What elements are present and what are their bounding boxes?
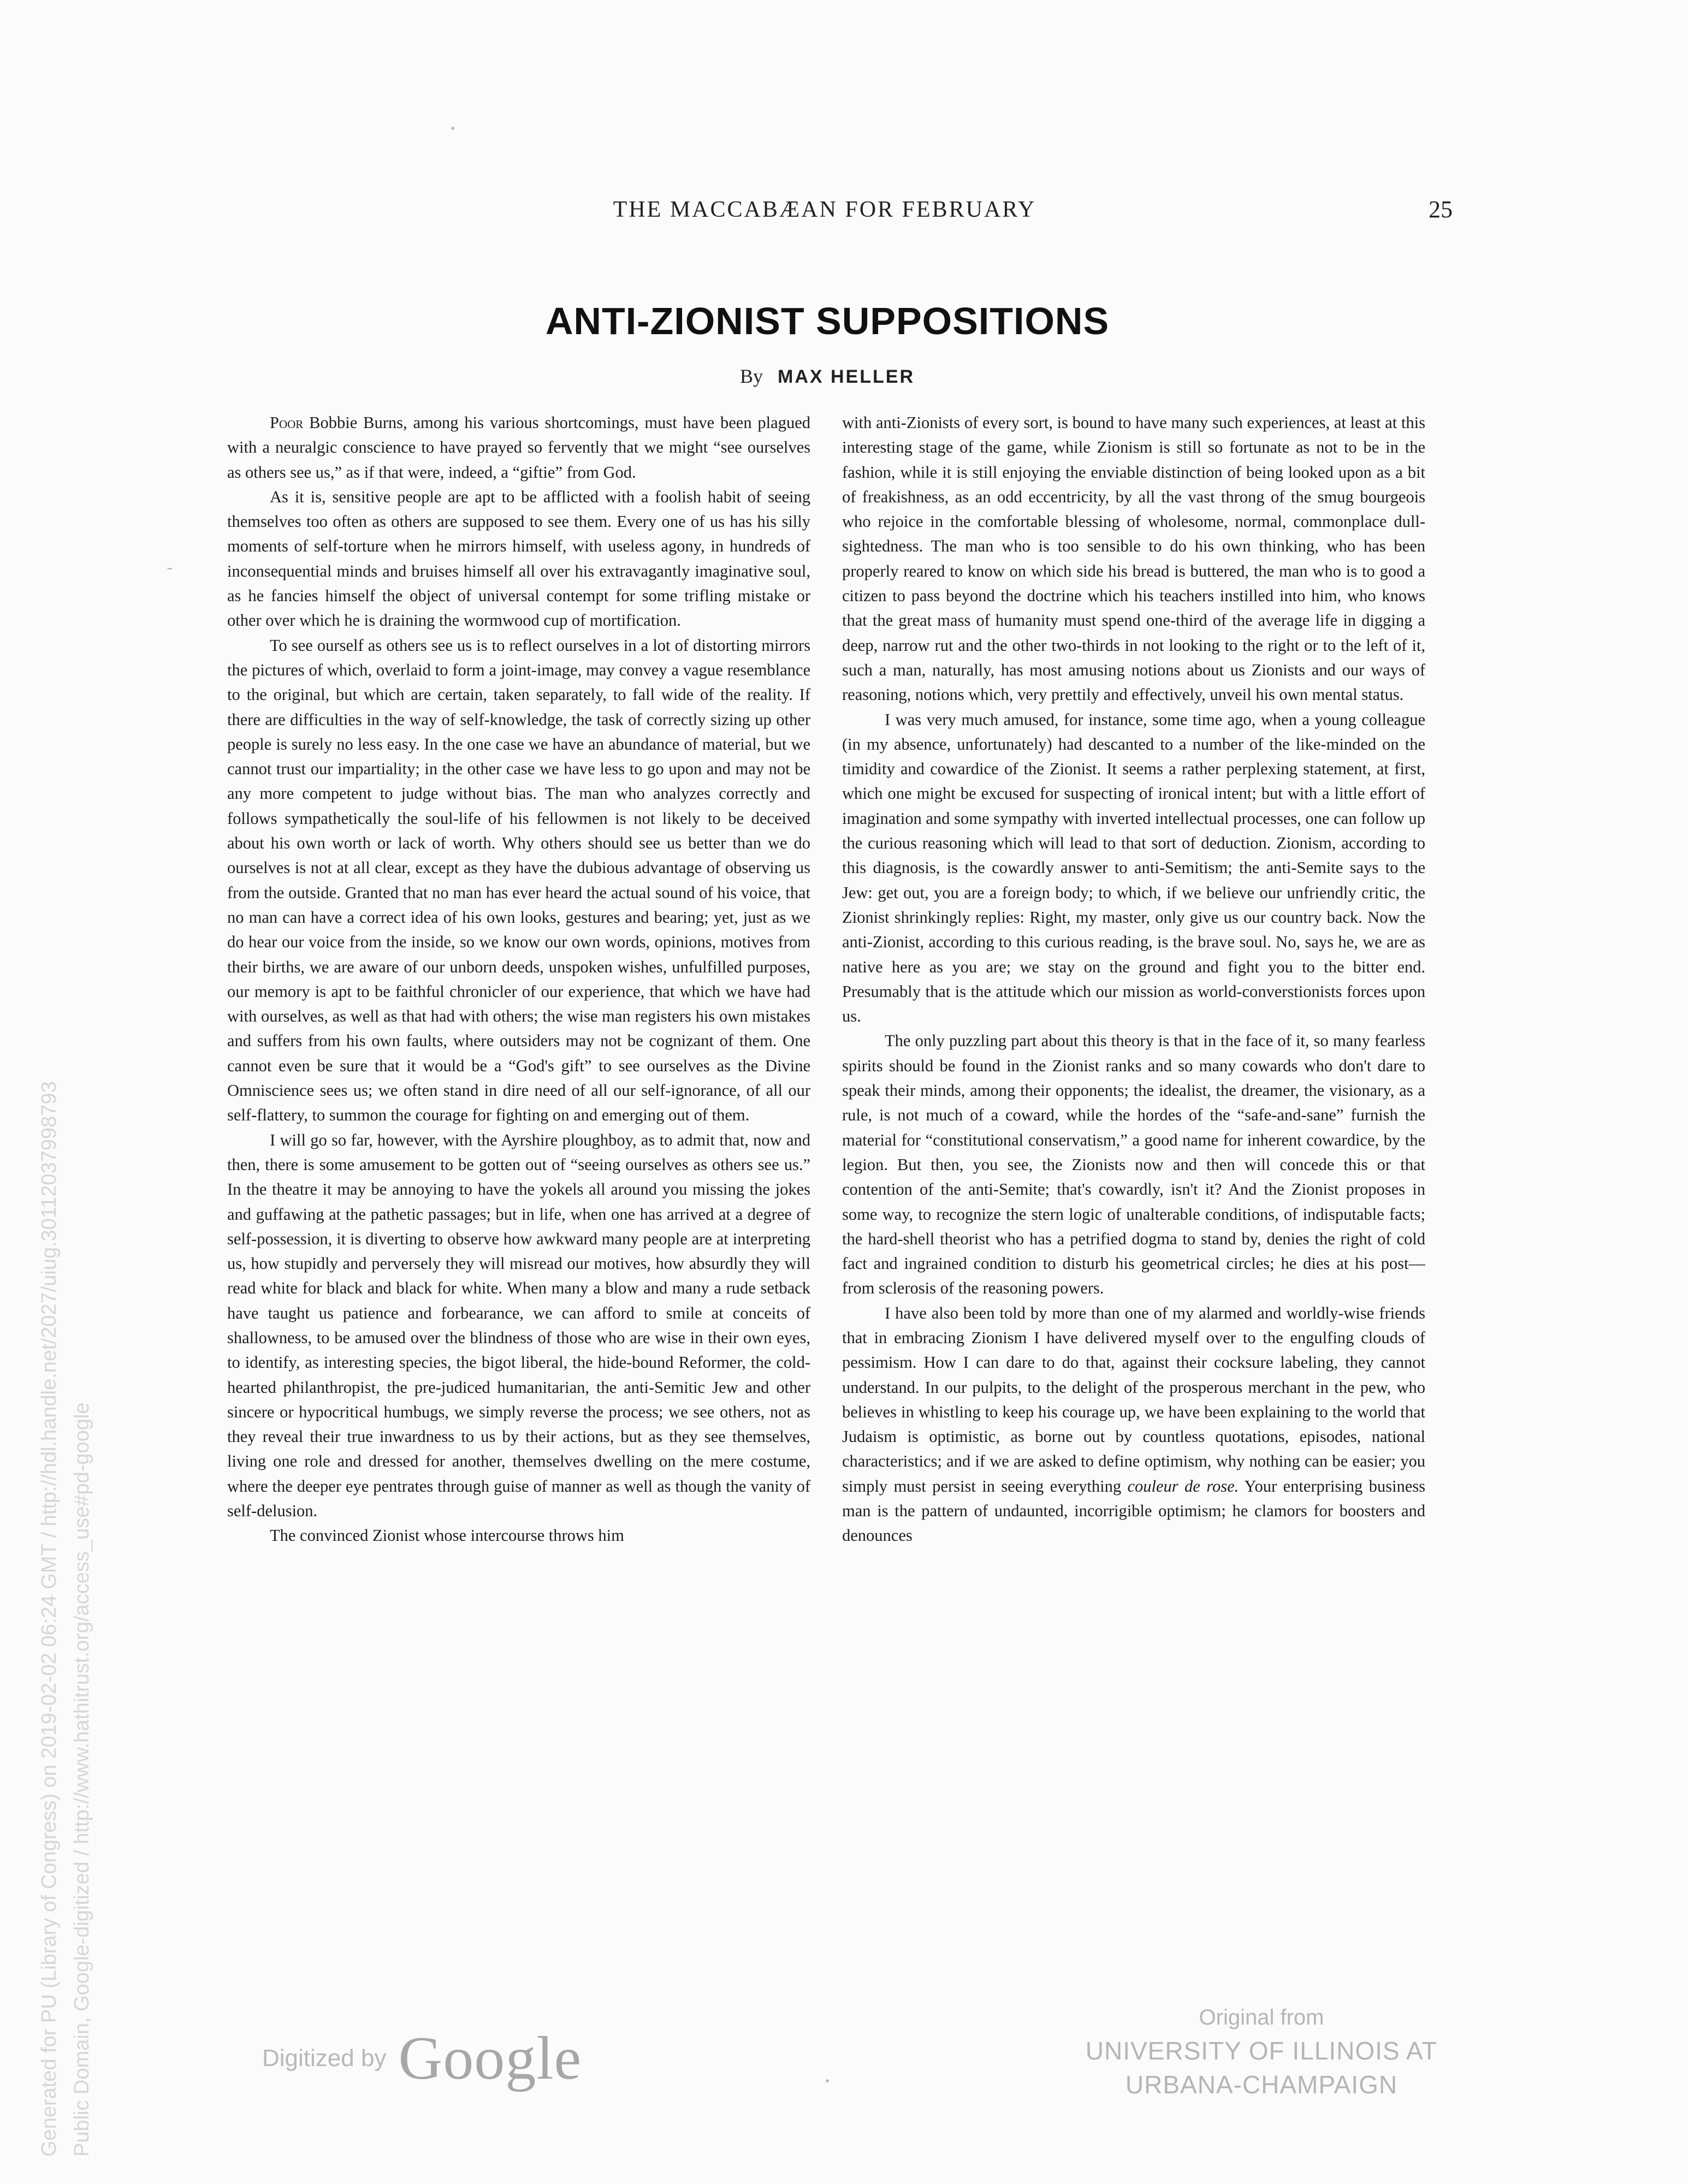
lead-word: Poor [270,413,304,432]
paragraph: I have also been told by more than one of my alarmed and worldly-wise friends that in embracing Zionism I have delivered myself over to the engulfing clouds of pessimism. How I can dare to do that, against their cocksure labeling, they cannot understand. In our pulpits, to the delight of the prosperous merchant in the pew, who believes in whistling to keep his courage up, we have been explaining to the world that Judaism is optimistic, as borne out by countless quotations, episodes, national characteristics; and if we are asked to define optimism, why nothing can be easier; you simply must persist in seeing everything couleur de rose. Your enterprising business man is the pattern of undaunted, incorrigible optimism; he clamors for boosters and denounces [842,1303,1425,1545]
digitized-by-google [262,2023,582,2094]
scan-speck [167,568,173,569]
paragraph: As it is, sensitive people are apt to be afflicted with a foolish habit of seeing themselves too often as others are supposed to see them. Every one of us has his silly moments of self-torture when he mirrors himself, with useless agony, in hundreds of inconsequential minds and bruises himself all over his extravagantly imaginative soul, as he fancies himself the object of universal contempt for some trifling mistake or other over which he is draining the wormwood cup of mortification. [227,487,810,630]
byline [273,365,1382,388]
watermark-line: Public Domain, Google-digitized / http://www.hathitrust.org/access_use#pd-google [70,1402,93,2157]
paragraph: Poor Bobbie Burns, among his various shortcomings, must have been plagued with a neuralgic conscience to have prayed so fervently that we might “see ourselves as others see us,” as if that were, indeed, a “giftie” from God. [227,413,810,482]
paragraph: with anti-Zionists of every sort, is bound to have many such experiences, at least at this interesting stage of the game, while Zionism is still so fortunate as not to be in the fashion, while it is still enjoying the enviable distinction of being looked upon as a bit of freakishness, as an odd eccentricity, by all the vast throng of the smug bourgeois who rejoice in the comfortable blessing of wholesome, normal, commonplace dull-sightedness. The man who is too sensible to do his own thinking, who has been properly reared to know on which side his bread is buttered, the man who is to good a citizen to pass beyond the doctrine which his teachers instilled into him, who knows that the great mass of humanity must spend one-third of the average life in digging a deep, narrow rut and the other two-thirds in not looking to the right or to the left of it, such a man, naturally, has most amusing notions about us Zionists and our ways of reasoning, notions which, very prettily and effectively, unveil his own mental status. [842,413,1425,704]
paragraph: The only puzzling part about this theory is that in the face of it, so many fearless spirits should be found in the Zionist ranks and so many cowards who don't dare to speak their minds, among their opponents; the idealist, the dreamer, the visionary, as a rule, is not much of a coward, while the hordes of the “safe-and-sane” furnish the material for “constitutional conservatism,” a good name for inherent cowardice, by the legion. But then, you see, the Zionists now and then will concede this or that contention of the anti-Semite; that's cowardly, isn't it? And the Zionist proposes in some way, to recognize the stern logic of unalterable conditions, of indisputable facts; the hard-shell theorist who has a petrified dogma to stand by, denies the right of cold fact and ingrained condition to disturb his geometrical circles; he dies at his post—from sclerosis of the reasoning powers. [842,1031,1425,1298]
paragraph: I will go so far, however, with the Ayrshire ploughboy, as to admit that, now and then, there is some amusement to be gotten out of “seeing ourselves as others see us.” In the theatre it may be annoying to have the yokels all around you missing the jokes and guffawing at the pathetic passages; but in life, when one has arrived at a degree of self-possession, it is diverting to observe how awkward many people are at interpreting us, how stupidly and perversely they will misread our motives, how absurdly they will read white for black and black for white. When many a blow and many a rude setback have taught us patience and forbearance, we can afford to smile at conceits of shallowness, to be amused over the blindness of those who are wise in their own eyes, to identify, as interesting species, the bigot liberal, the hide-bound Reformer, the cold-hearted philanthropist, the pre-judiced humanitarian, the anti-Semitic Jew and other sincere or hypocritical humbugs, we simply reverse the process; we see others, not as they reveal their true inwardness to us by their actions, but as they see themselves, living one role and dressed for another, themselves dwelling on the mere costume, where the deeper eye pentrates through guise of manner as well as though the vanity of self-delusion. [227,1130,810,1521]
original-from-block [1070,2001,1453,2102]
paragraph: The convinced Zionist whose intercourse throws him [270,1526,624,1545]
page-number: 25 [1429,196,1453,223]
right-column [842,411,1425,1983]
google-logo: Google [398,2024,582,2092]
institution-line: URBANA-CHAMPAIGN [1125,2070,1398,2099]
original-from-label: Original from [1199,2005,1324,2029]
digitized-by-label: Digitized by [262,2045,387,2072]
italic-phrase: couleur de rose. [1127,1476,1239,1495]
running-title: THE MACCABÆAN FOR FEBRUARY [613,197,1037,222]
paragraph: To see ourself as others see us is to reflect ourselves in a lot of distorting mirrors the pictures of which, overlaid to form a joint-image, may convey a vague resemblance to the original, but which are certain, taken separately, to fall wide of the reality. If there are difficulties in the way of self-knowledge, the task of correctly sizing up other people is surely no less easy. In the one case we have an abundance of material, but we cannot trust our impartiality; in the other case we have less to go upon and may not be any more competent to judge without bias. The man who analyzes correctly and follows sympathetically the soul-life of his fellowmen is not likely to be deceived about his own worth or lack of worth. Why others should see us better than we do ourselves is not at all clear, except as they have the dubious advantage of observing us from the outside. Granted that no man has ever heard the actual sound of his voice, that no man can have a correct idea of his own looks, gestures and bearing; yet, just as we do hear our voice from the inside, so we know our own words, opinions, motives from their births, we are aware of our unborn deeds, unspoken wishes, unfulfilled purposes, our memory is apt to be faithful chronicler of our experience, that which we have had with ourselves, as well as that had with others; the wise man registers his own mistakes and suffers from his own faults, where outsiders may not be cognizant of them. One cannot even be sure that it would be a “God's gift” to see ourselves as the Divine Omniscience sees us; we often stand in dire need of all our self-ignorance, of all our self-flattery, to summon the courage for fighting on and emerging out of them. [227,636,810,1125]
scan-speck [451,127,454,130]
scan-speck [826,2079,829,2082]
byline-prefix: By [739,365,763,387]
article-title: ANTI-ZIONIST SUPPOSITIONS [545,300,1110,342]
access-watermark [33,519,98,2157]
watermark-line: Generated for PU (Library of Congress) on 2019-02-02 06:24 GMT / http://hdl.handle.net/2027/uiug.30112037998793 [38,1081,61,2157]
institution-line: UNIVERSITY OF ILLINOIS AT [1085,2037,1438,2065]
left-column [227,411,810,1983]
paragraph: I was very much amused, for instance, some time ago, when a young colleague (in my absence, unfortunately) had descanted to a number of the like-minded on the timidity and cowardice of the Zionist. It seems a rather perplexing statement, at first, which one might be excused for suspecting of ironical intent; but with a little effort of imagination and some sympathy with inverted intellectual processes, one can follow up the curious reasoning which will lead to that sort of deduction. Zionism, according to this diagnosis, is the cowardly answer to anti-Semitism; the anti-Semite says to the Jew: get out, you are a foreign body; to which, if we believe our unfriendly critic, the Zionist shrinkingly replies: Right, my master, only give us our country back. Now the anti-Zionist, according to this curious reading, is the brave soul. No, says he, we are as native here as you are; we stay on the ground and fight you to the bitter end. Presumably that is the attitude which our mission as world-converstionists forces upon us. [842,710,1425,1026]
author-name: MAX HELLER [778,366,915,387]
